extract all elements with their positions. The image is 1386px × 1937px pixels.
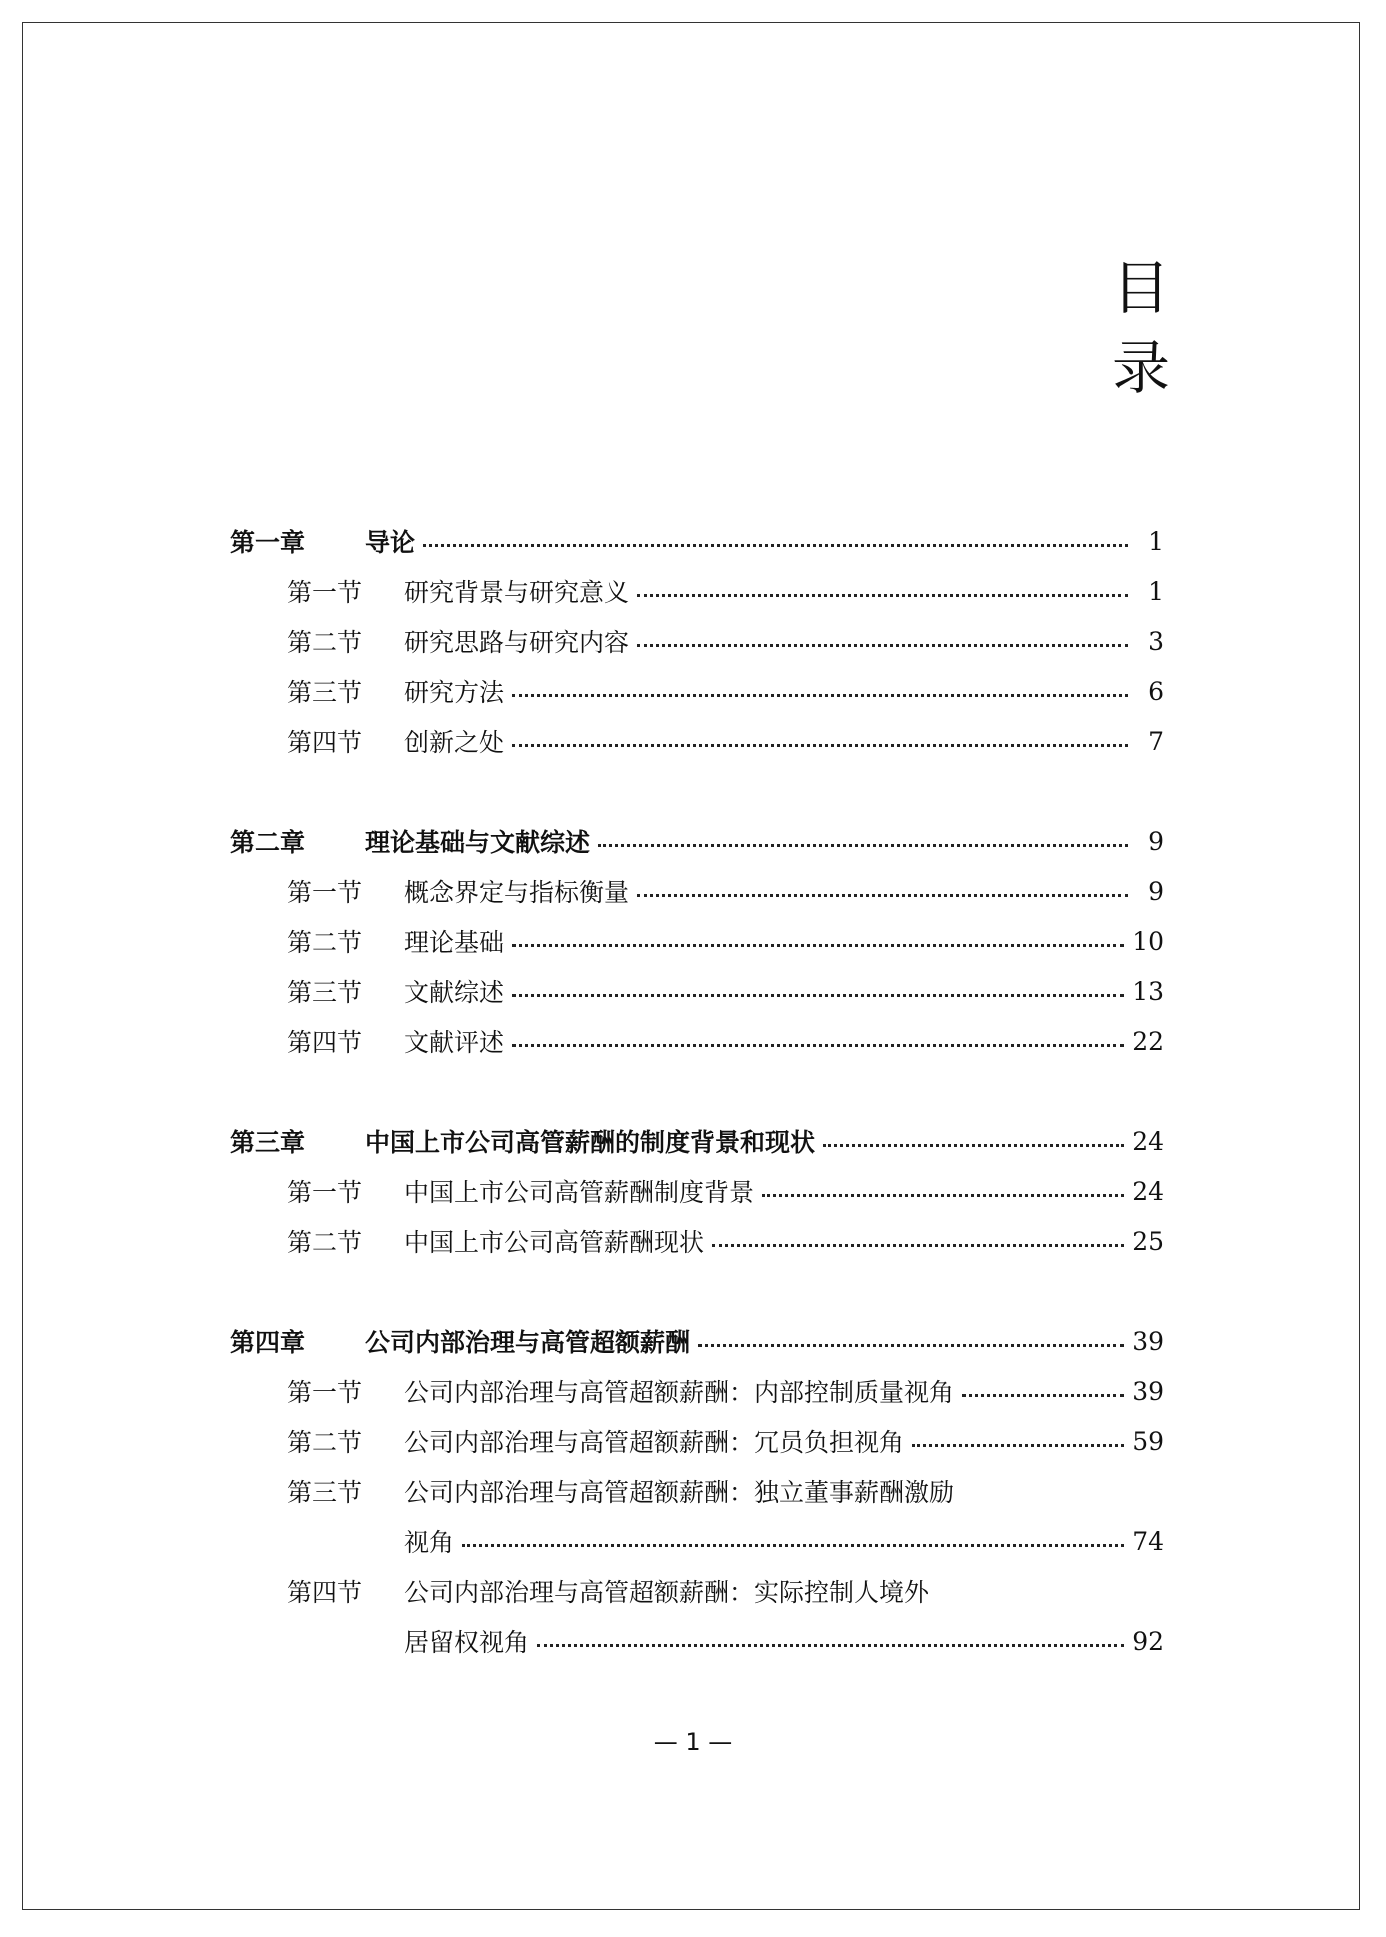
toc-chapter-entry[interactable]: [230, 821, 1164, 861]
toc-entry-page: 13: [1132, 976, 1164, 1006]
toc-entry-number: 第二节: [287, 928, 363, 957]
toc-section-entry[interactable]: [230, 1421, 1164, 1461]
toc-entry-title: 文献综述: [404, 978, 505, 1007]
toc-chapter-entry[interactable]: [230, 521, 1164, 561]
toc-entry-page: 92: [1132, 1626, 1164, 1656]
title-char-2: 录: [1111, 334, 1170, 402]
toc-entry-page: 6: [1148, 676, 1164, 706]
toc-entry-title: 公司内部治理与高管超额薪酬：内部控制质量视角: [404, 1378, 955, 1407]
toc-entry-page: 22: [1132, 1026, 1164, 1056]
toc-dot-leader: [512, 944, 1124, 947]
toc-entry-number: 第一节: [287, 878, 363, 907]
toc-section-entry[interactable]: [230, 871, 1164, 911]
toc-entry-page: 9: [1148, 876, 1164, 906]
toc-entry-page: 10: [1132, 926, 1164, 956]
toc-entry-page: 39: [1132, 1376, 1164, 1406]
toc-dot-leader: [712, 1244, 1124, 1247]
toc-dot-leader: [537, 1644, 1124, 1647]
toc-section-entry[interactable]: [230, 1171, 1164, 1211]
toc-entry-number: 第四章: [230, 1328, 306, 1357]
toc-entry-page: 39: [1132, 1326, 1164, 1356]
title-char-1: 目: [1111, 254, 1170, 322]
toc-entry-page: 74: [1132, 1526, 1164, 1556]
toc-section-entry[interactable]: [230, 1521, 1164, 1561]
toc-section-entry[interactable]: [230, 1371, 1164, 1411]
toc-entry-title: 文献评述: [404, 1028, 505, 1057]
toc-entry-title: 居留权视角: [404, 1628, 530, 1657]
toc-entry-number: 第四节: [287, 728, 363, 757]
toc-entry-title: 中国上市公司高管薪酬的制度背景和现状: [365, 1128, 816, 1157]
toc-entry-title: 中国上市公司高管薪酬现状: [404, 1228, 705, 1257]
page-number: — 1 —: [653, 1728, 733, 1756]
toc-dot-leader: [698, 1344, 1124, 1347]
toc-dot-leader: [823, 1144, 1124, 1147]
toc-entry-number: 第二章: [230, 828, 306, 857]
toc-entry-title: 公司内部治理与高管超额薪酬：冗员负担视角: [404, 1428, 905, 1457]
toc-entry-number: 第四节: [287, 1028, 363, 1057]
toc-entry-title: 理论基础与文献综述: [365, 828, 591, 857]
toc-dot-leader: [912, 1444, 1124, 1447]
toc-entry-page: 1: [1148, 576, 1164, 606]
toc-dot-leader: [598, 844, 1128, 847]
toc-section-entry[interactable]: [230, 1221, 1164, 1261]
toc-dot-leader: [637, 594, 1128, 597]
toc-entry-number: 第二节: [287, 1428, 363, 1457]
toc-dot-leader: [637, 644, 1128, 647]
toc-dot-leader: [512, 994, 1124, 997]
toc-entry-title: 创新之处: [404, 728, 505, 757]
toc-entry-page: 3: [1148, 626, 1164, 656]
page-title: [1106, 248, 1176, 408]
toc-section-entry[interactable]: [230, 1621, 1164, 1661]
toc-entry-page: 59: [1132, 1426, 1164, 1456]
toc-entry-title: 公司内部治理与高管超额薪酬：独立董事薪酬激励: [404, 1478, 955, 1507]
toc-entry-number: 第一章: [230, 528, 306, 557]
toc-dot-leader: [962, 1394, 1124, 1397]
toc-entry-title: 导论: [365, 528, 416, 557]
toc-entry-title: 研究背景与研究意义: [404, 578, 630, 607]
toc-dot-leader: [512, 694, 1128, 697]
toc-section-entry[interactable]: [230, 621, 1164, 661]
toc-entry-number: 第二节: [287, 628, 363, 657]
toc-entry-number: 第一节: [287, 1178, 363, 1207]
toc-entry-number: 第三章: [230, 1128, 306, 1157]
toc-entry-page: 1: [1148, 526, 1164, 556]
toc-entry-title: 研究思路与研究内容: [404, 628, 630, 657]
toc-entry-number: 第三节: [287, 978, 363, 1007]
toc-section-entry[interactable]: [230, 921, 1164, 961]
toc-dot-leader: [637, 894, 1128, 897]
toc-dot-leader: [423, 544, 1128, 547]
toc-entry-page: 24: [1132, 1176, 1164, 1206]
toc-entry-title: 研究方法: [404, 678, 505, 707]
toc-section-entry[interactable]: [230, 571, 1164, 611]
toc-section-entry[interactable]: [230, 671, 1164, 711]
toc-entry-page: 9: [1148, 826, 1164, 856]
toc-chapter-entry[interactable]: [230, 1321, 1164, 1361]
toc-dot-leader: [762, 1194, 1124, 1197]
toc-chapter-entry[interactable]: [230, 1121, 1164, 1161]
toc-section-entry[interactable]: [230, 1021, 1164, 1061]
toc-dot-leader: [512, 744, 1128, 747]
toc-section-entry[interactable]: [230, 1471, 1164, 1511]
toc-entry-title: 公司内部治理与高管超额薪酬: [365, 1328, 691, 1357]
toc-entry-number: 第三节: [287, 678, 363, 707]
toc-entry-number: 第一节: [287, 1378, 363, 1407]
toc-entry-page: 25: [1132, 1226, 1164, 1256]
toc-section-entry[interactable]: [230, 721, 1164, 761]
toc-entry-title: 视角: [404, 1528, 455, 1557]
toc-entry-number: 第四节: [287, 1578, 363, 1607]
toc-entry-title: 概念界定与指标衡量: [404, 878, 630, 907]
toc-entry-page: 7: [1148, 726, 1164, 756]
toc-dot-leader: [512, 1044, 1124, 1047]
toc-section-entry[interactable]: [230, 971, 1164, 1011]
toc-entry-title: 中国上市公司高管薪酬制度背景: [404, 1178, 755, 1207]
toc-entry-number: 第三节: [287, 1478, 363, 1507]
toc-entry-number: 第一节: [287, 578, 363, 607]
toc-entry-number: 第二节: [287, 1228, 363, 1257]
toc-entry-page: 24: [1132, 1126, 1164, 1156]
toc-dot-leader: [462, 1544, 1124, 1547]
toc-section-entry[interactable]: [230, 1571, 1164, 1611]
toc-entry-title: 公司内部治理与高管超额薪酬：实际控制人境外: [404, 1578, 930, 1607]
toc-entry-title: 理论基础: [404, 928, 505, 957]
